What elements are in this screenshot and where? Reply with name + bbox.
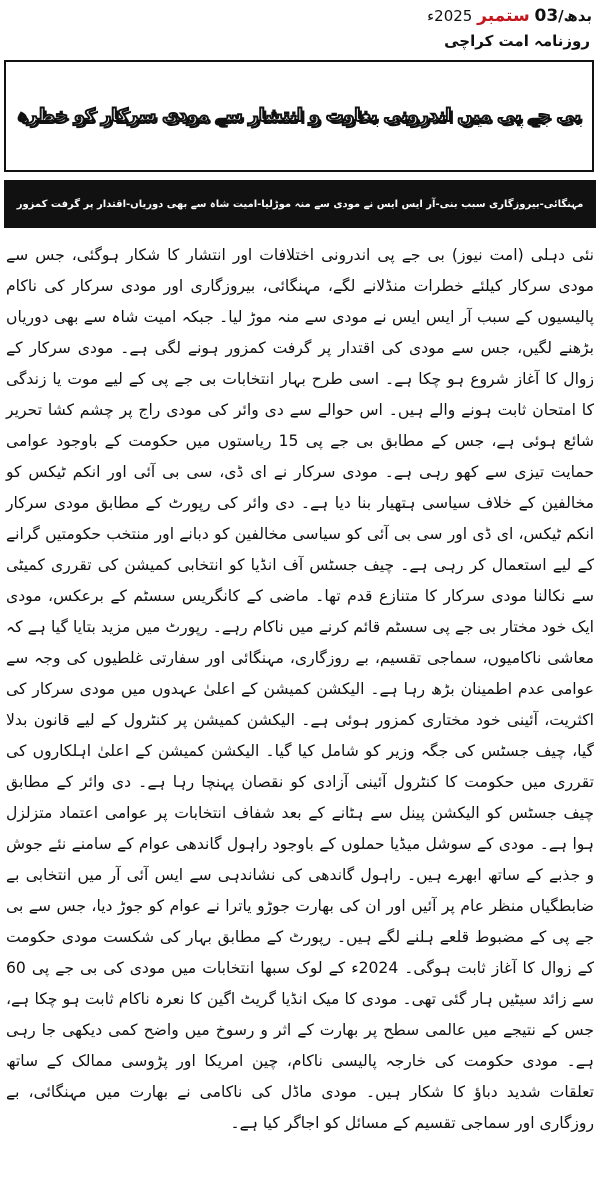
dateline: [427, 6, 592, 26]
newspaper-name: روزنامہ امت کراچی: [444, 32, 590, 50]
headline: بی جے پی میں اندرونی بغاوت و انتشار سے مودی سرکار کو خطرہ: [17, 106, 581, 126]
dateline-year: 2025ء: [427, 7, 473, 25]
subheadline: مہنگائی-بیروزگاری سبب بنی-آر ایس ایس نے مودی سے منہ موڑلیا-امیت شاہ سے بھی دوریاں-اقتدار پر گرفت کمزور: [16, 198, 584, 210]
dateline-day: بدھ/: [558, 7, 592, 25]
dateline-month: ستمبر: [477, 6, 530, 26]
article-text: نئی دہلی (امت نیوز) بی جے پی اندرونی اختلافات اور انتشار کا شکار ہوگئی، جس سے مودی سرکار کیلئے خطرات منڈلانے لگے، مہنگائی، بیروزگاری اور مودی سرکار کی ناکام پالیسیوں کے سبب آر ایس ایس نے مودی سے منہ موڑ لیا۔ جبکہ امیت شاہ سے بھی دوریاں بڑھنے لگیں، جس سے مودی کی اقتدار پر گرفت کمزور ہونے لگی ہے۔ مودی سرکار کے زوال کا آغاز شروع ہو چکا ہے۔ اسی طرح بہار انتخابات بی جے پی کے لیے موت یا زندگی کا امتحان ثابت ہونے والے ہیں۔ اس حوالے سے دی وائر کی مودی راج پر چشم کشا تحریر شائع ہوئی ہے، جس کے مطابق بی جے پی 15 ریاستوں میں حکومت کے باوجود عوامی حمایت تیزی سے کھو رہی ہے۔ مودی سرکار نے ای ڈی، سی بی آئی اور انکم ٹیکس کو مخالفین کے خلاف سیاسی ہتھیار بنا دیا ہے۔ دی وائر کی رپورٹ کے مطابق مودی سرکار انکم ٹیکس، ای ڈی اور سی بی آئی کو سیاسی مخالفین کو دبانے اور منتخب حکومتیں گرانے کے لیے استعمال کر رہی ہے۔ چیف جسٹس آف انڈیا کو انتخابی کمیشن کی تقرری کمیٹی سے نکالنا مودی سرکار کا متنازع قدم تھا۔ ماضی کے کانگریس سسٹم کے برعکس، مودی ایک خود مختار بی جے پی سسٹم قائم کرنے میں ناکام رہے۔ رپورٹ میں مزید بتایا گیا ہے کہ معاشی ناکامیوں، سماجی تقسیم، بے روزگاری، مہنگائی اور سفارتی غلطیوں کی وجہ سے عوامی عدم اطمینان بڑھ رہا ہے۔ الیکشن کمیشن کے اعلیٰ عہدوں میں مودی سرکار کی اکثریت، آئینی خود مختاری کمزور ہوئی ہے۔ الیکشن کمیشن پر کنٹرول کے لیے قانون بدلا گیا، چیف جسٹس کی جگہ وزیر کو شامل کیا گیا۔ الیکشن کمیشن کے اعلیٰ اہلکاروں کی تقرری میں حکومت کا کنٹرول آئینی آزادی کو نقصان پہنچا رہا ہے۔ دی وائر کے مطابق چیف جسٹس کو الیکشن پینل سے ہٹانے کے بعد شفاف انتخابات پر عوامی اعتماد متزلزل ہوا ہے۔ مودی کے سوشل میڈیا حملوں کے باوجود راہول گاندھی عوام کے سامنے نئے جوش و جذبے کے ساتھ ابھرے ہیں۔ راہول گاندھی کی نشاندہی سے ایس آئی آر میں انتخابی بے ضابطگیاں منظر عام پر آئیں اور ان کی بھارت جوڑو یاترا نے عوام کو جوڑ دیا، جس سے بی جے پی کے مضبوط قلعے ہلنے لگے ہیں۔ رپورٹ کے مطابق بہار کی شکست مودی حکومت کے زوال کا آغاز ثابت ہوگی۔ 2024ء کے لوک سبھا انتخابات میں مودی کی بی جے پی 60 سے زائد سیٹیں ہار گئی تھی۔ مودی کا میک انڈیا گریٹ اگین کا نعرہ ناکام ثابت ہو چکا ہے، جس کے نتیجے میں عالمی سطح پر بھارت کے اثر و رسوخ میں واضح کمی دیکھی جا رہی ہے۔ مودی حکومت کی خارجہ پالیسی ناکام، چین امریکا اور پڑوسی ممالک کے ساتھ تعلقات شدید دباؤ کا شکار ہیں۔ مودی ماڈل کی ناکامی نے بھارت میں مہنگائی، بے روزگاری اور سماجی تقسیم کے مسائل کو اجاگر کیا ہے۔: [6, 246, 595, 1132]
dateline-date: 03: [534, 6, 559, 26]
subheadline-bar: [4, 180, 596, 228]
headline-box: [4, 60, 594, 172]
article-body: [6, 240, 594, 1139]
